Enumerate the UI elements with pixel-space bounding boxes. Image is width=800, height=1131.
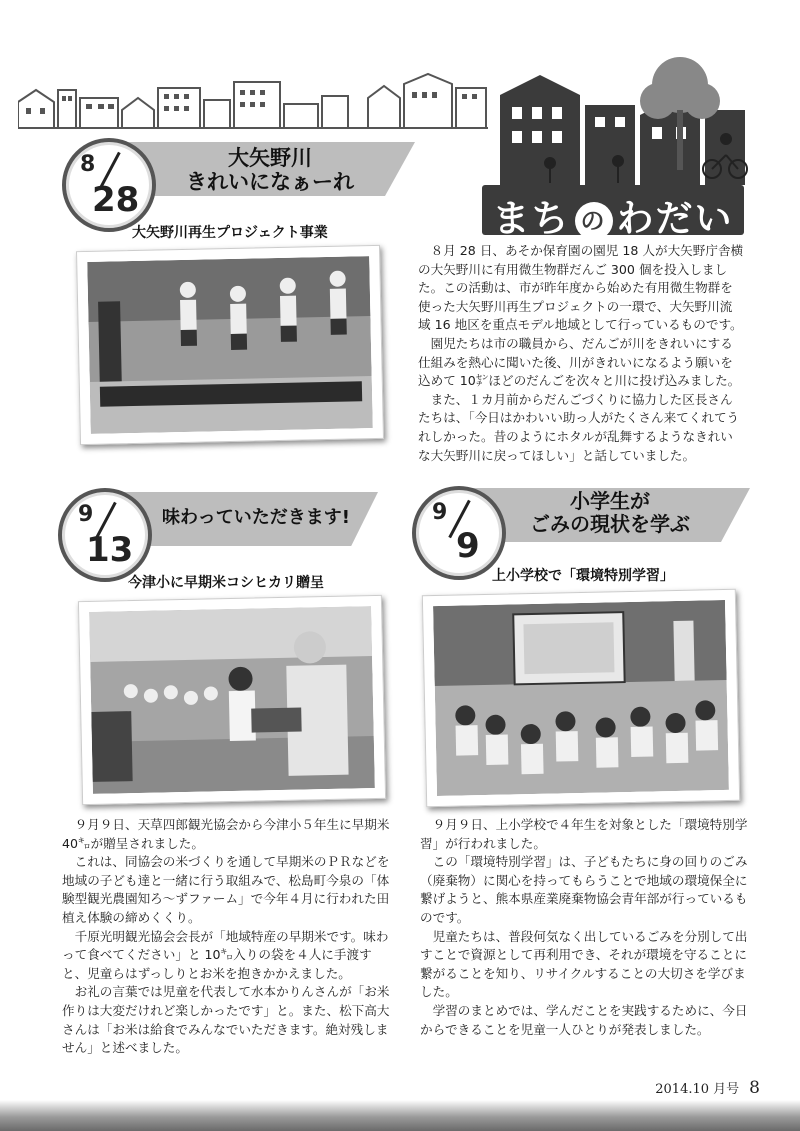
- page-number: 8: [749, 1078, 760, 1098]
- article-1-paragraph: 園児たちは市の職員から、だんごが川をきれいにする仕組みを熱心に聞いた後、川がきれいになるよう願いを込めて 10㌢ほどのだんごを次々と川に投げ込みました。: [418, 335, 741, 389]
- article-1-paragraph: ８月 28 日、あそか保育園の園児 18 人が大矢野庁舎横の大矢野川に有用微生物群だんご 300 個を投入しました。この活動は、市が昨年度から始めた有用微生物群を使った大矢野川再生プロジェクトの一環で、大矢野川流域 16 地区を重点モデル地域として行っているものです。: [418, 243, 744, 333]
- article-1-title-line1: 大矢野川: [228, 146, 312, 170]
- article-3-title-line1: 小学生が: [570, 489, 650, 513]
- section-title-part-3: わだい: [616, 197, 734, 240]
- article-2-paragraph: これは、同協会の米づくりを通して早期米のＰＲなどを地域の子ども達と一緒に行う取組みで、松島町今泉の「体験型観光農園知ろ～ずファーム」で今年４月に行われた田植え体験の締めくくり。: [62, 854, 390, 925]
- article-1-title-line2: きれいになぁーれ: [186, 170, 354, 195]
- article-1-photo: [87, 256, 373, 434]
- article-1-date-month: 8: [80, 152, 96, 177]
- article-2-paragraph: ９月９日、天草四郎観光協会から今津小５年生に早期米 40㌔が贈呈されました。: [62, 817, 390, 851]
- article-1-subtitle: 大矢野川再生プロジェクト事業: [132, 225, 328, 241]
- article-2-title: 味わっていただきます!: [161, 507, 351, 528]
- article-2-subtitle: 今津小に早期米コシヒカリ贈呈: [128, 575, 324, 591]
- article-2-paragraph: 千原光明観光協会会長が「地域特産の早期米です。味わって食べてください」と 10㌔入りの袋を４人に手渡すと、児童らはずっしりとお米を抱きかかえました。: [62, 928, 389, 981]
- page-footer: [655, 1078, 760, 1098]
- section-title-part-1: まち: [492, 197, 571, 240]
- section-title: [482, 188, 744, 242]
- article-1-body: [418, 242, 744, 465]
- article-3-photo-frame: [422, 589, 740, 808]
- article-3-title-line2: ごみの現状を学ぶ: [530, 512, 690, 536]
- section-title-part-2: の: [575, 202, 613, 240]
- article-3-paragraph: 児童たちは、普段何気なく出しているごみを分別して出すことで資源として再利用でき、それが環境を守ることに繋がることを知り、リサイクルすることの大切さを学びました。: [420, 928, 748, 1000]
- article-2-date-month: 9: [78, 502, 94, 527]
- article-2-body: [62, 816, 392, 1058]
- article-3-date-month: 9: [432, 500, 448, 525]
- article-3-subtitle: 上小学校で「環境特別学習」: [492, 568, 674, 584]
- article-2-date-day: 13: [86, 530, 134, 570]
- article-3-title: [500, 490, 720, 536]
- article-3-date-day: 9: [456, 526, 480, 566]
- article-3-paragraph: 学習のまとめでは、学んだことを実践するために、今日からできることを児童一人ひとりが発表しました。: [420, 1002, 748, 1037]
- article-3-paragraph: この「環境特別学習」は、子どもたちに身の回りのごみ（廃棄物）に関心を持ってもらうことで地域の環境保全に繋げようと、熊本県産業廃棄物協会青年部が行っているものです。: [420, 854, 748, 925]
- article-2-photo: [89, 606, 375, 794]
- article-3-body: [420, 816, 750, 1039]
- article-1-photo-frame: [76, 245, 384, 445]
- skyline-illustration: [18, 60, 488, 130]
- article-1-title: [150, 146, 390, 194]
- issue-label: 2014.10 月号: [655, 1082, 740, 1097]
- article-1-date-day: 28: [92, 180, 140, 220]
- footer-gradient-bar: [0, 1100, 800, 1131]
- article-3-photo: [433, 600, 729, 796]
- article-2-paragraph: お礼の言葉では児童を代表して水本かりんさんが「お米作りは大変だけれど楽しかったです」と。また、松下高大さんは「お米は給食でみんなでいただきます。絶対残しません」と述べました。: [62, 984, 390, 1056]
- article-3-paragraph: ９月９日、上小学校で４年生を対象とした「環境特別学習」が行われました。: [420, 817, 748, 851]
- article-2-photo-frame: [78, 595, 386, 805]
- article-1-paragraph: また、１カ月前からだんごづくりに協力した区長さんたちは、「今日はかわいい助っ人がたくさん来てくれてうれしかった。昔のようにホタルが乱舞するようなきれいな大矢野川に戻ってほしい」と話していました。: [418, 391, 740, 463]
